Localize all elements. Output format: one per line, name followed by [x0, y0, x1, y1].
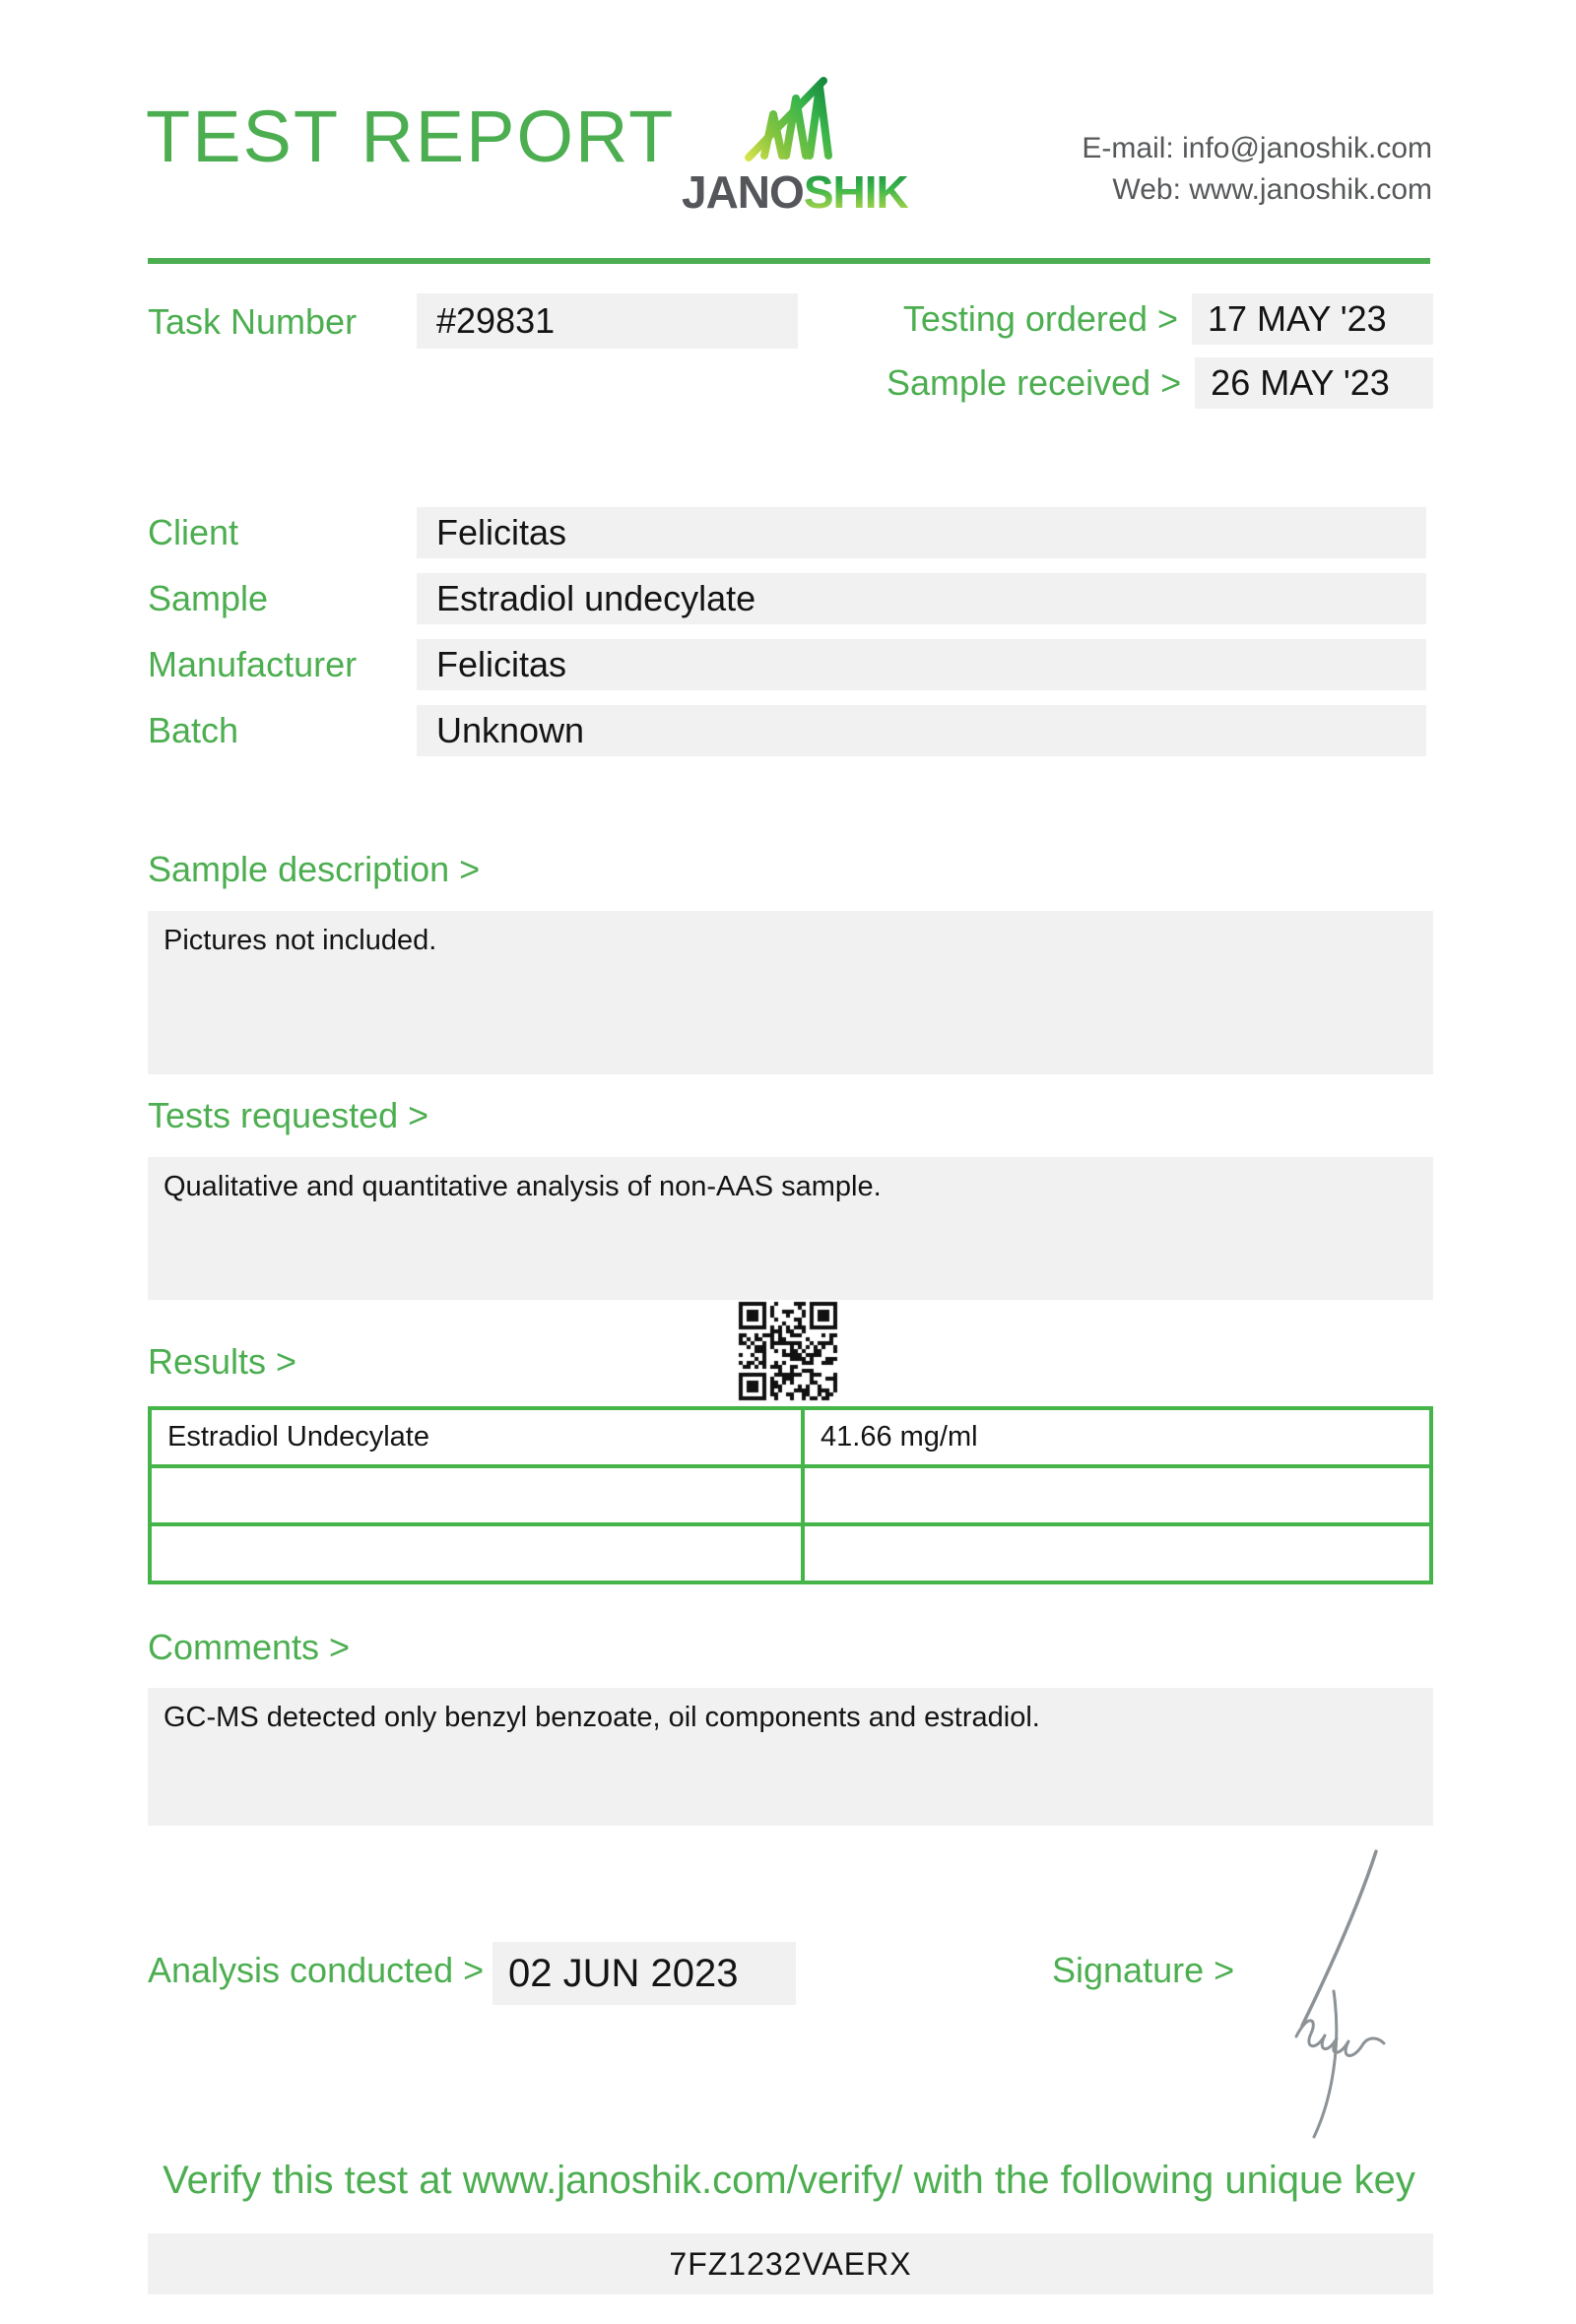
qr-code [737, 1300, 839, 1402]
result-value-cell [803, 1524, 1431, 1582]
detail-value: Felicitas [417, 639, 1426, 690]
detail-row-client [148, 507, 1426, 558]
verify-instruction-text: Verify this test at www.janoshik.com/verify/ with the following unique key [163, 2159, 1415, 2202]
sample-received-value: 26 MAY '23 [1195, 357, 1433, 409]
detail-row-batch [148, 705, 1426, 756]
tests-requested-box: Qualitative and quantitative analysis of non-AAS sample. [148, 1157, 1433, 1300]
sample-received-row [886, 357, 1433, 409]
tests-requested-heading: Tests requested > [148, 1095, 429, 1135]
signature-label: Signature > [1052, 1950, 1235, 1990]
results-heading: Results > [148, 1341, 297, 1382]
result-value-cell [803, 1466, 1431, 1524]
table-row [150, 1524, 1431, 1582]
result-name-cell [150, 1524, 803, 1582]
brand-name-primary: JANO [682, 166, 804, 218]
detail-label: Sample [148, 578, 269, 618]
detail-row-sample [148, 573, 1426, 624]
brand-logotype [680, 161, 908, 221]
testing-ordered-value: 17 MAY '23 [1192, 293, 1433, 345]
contact-web: Web: www.janoshik.com [1112, 173, 1432, 206]
sample-description-heading: Sample description > [148, 849, 481, 889]
result-name-cell [150, 1466, 803, 1524]
growth-chart-icon [739, 77, 837, 163]
detail-value: Estradiol undecylate [417, 573, 1426, 624]
result-name-cell: Estradiol Undecylate [150, 1408, 803, 1466]
detail-label: Batch [148, 710, 239, 750]
detail-row-manufacturer [148, 639, 1426, 690]
table-row [150, 1408, 1431, 1466]
detail-label: Manufacturer [148, 644, 358, 684]
testing-ordered-label: Testing ordered > [902, 298, 1178, 339]
detail-value: Unknown [417, 705, 1426, 756]
handwritten-signature [1253, 1843, 1430, 2139]
comments-box: GC-MS detected only benzyl benzoate, oil components and estradiol. [148, 1688, 1433, 1826]
sample-description-box: Pictures not included. [148, 911, 1433, 1074]
results-table [148, 1406, 1433, 1584]
result-value-cell: 41.66 mg/ml [803, 1408, 1431, 1466]
contact-block [1082, 128, 1432, 211]
contact-email: E-mail: info@janoshik.com [1082, 132, 1432, 164]
sample-received-label: Sample received > [886, 362, 1182, 403]
analysis-conducted-label: Analysis conducted > [148, 1950, 485, 1990]
table-row [150, 1466, 1431, 1524]
analysis-date-value: 02 JUN 2023 [492, 1942, 796, 2005]
testing-ordered-row [886, 293, 1433, 345]
page-title: TEST REPORT [146, 96, 676, 177]
verify-key: 7FZ1232VAERX [148, 2233, 1433, 2294]
detail-label: Client [148, 512, 239, 552]
detail-value: Felicitas [417, 507, 1426, 558]
header-divider [148, 258, 1430, 264]
comments-heading: Comments > [148, 1627, 351, 1667]
task-number-label: Task Number [148, 301, 358, 342]
task-number-value: #29831 [417, 293, 798, 349]
brand-name-secondary: SHIK [803, 166, 908, 218]
svg-text:JANOSHIK [682, 166, 908, 218]
